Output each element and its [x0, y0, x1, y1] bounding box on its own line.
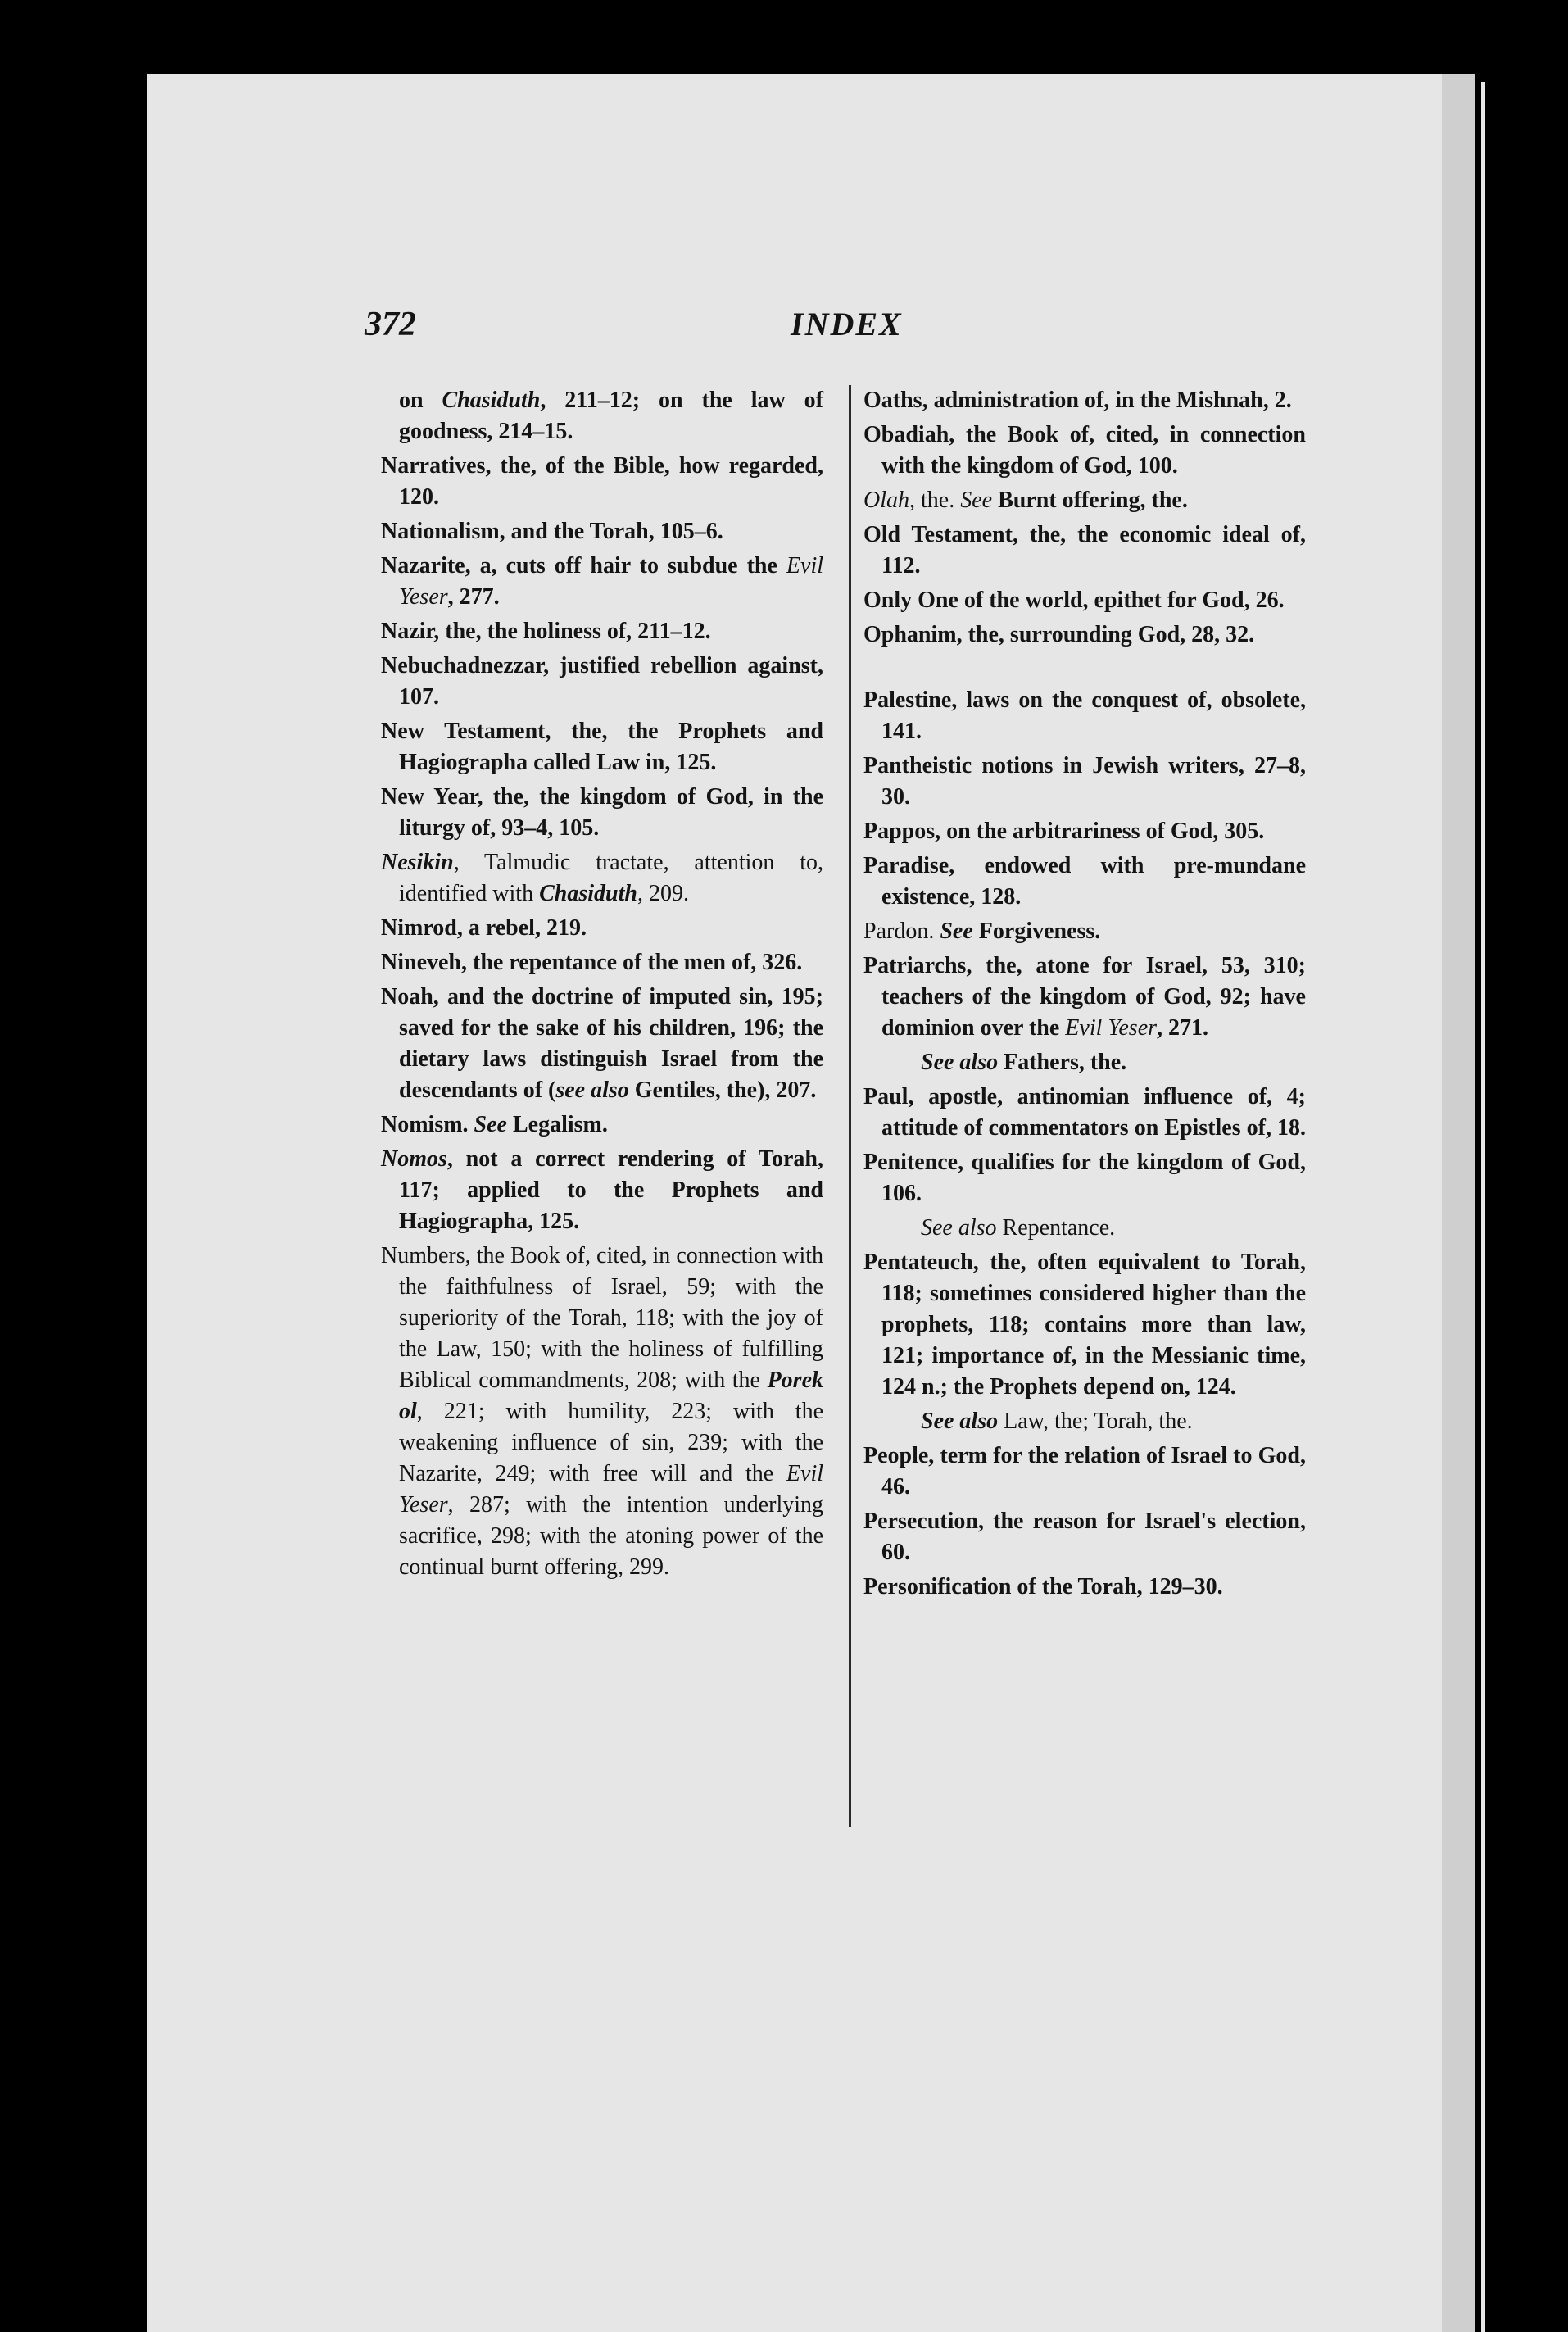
index-entry: [863, 816, 1306, 847]
index-entry-text: , 287; with the intention underlying sacrifice, 298; with the atoning power of the continual burnt offering, 299.: [399, 1492, 823, 1580]
index-entry: [863, 685, 1306, 747]
index-entry: [863, 519, 1306, 582]
index-entry-text: , 271.: [1157, 1015, 1209, 1041]
index-entry: [863, 1147, 1306, 1209]
index-entry-text: Paradise, endowed with pre-mundane existence, 128.: [863, 853, 1306, 910]
index-entry-text: , 277.: [447, 584, 500, 610]
index-entry-text: See also: [921, 1409, 999, 1434]
index-entry-text: See: [960, 488, 993, 513]
index-entry-text: New Year, the, the kingdom of God, in the liturgy of, 93–4, 105.: [381, 784, 823, 841]
index-entry-text: Only One of the world, epithet for God, 26.: [863, 588, 1285, 613]
index-entry-text: Nazir, the, the holiness of, 211–12.: [381, 619, 711, 644]
section-gap: [863, 654, 1306, 685]
index-entry-text: See also: [921, 1050, 999, 1075]
index-entry: [863, 585, 1306, 616]
index-entry-text: Porek ol: [399, 1368, 823, 1424]
index-entry: [381, 1109, 823, 1141]
index-entry: [863, 950, 1306, 1044]
index-entry-text: Pardon.: [863, 919, 940, 944]
index-entry-text: Olah: [863, 488, 909, 513]
index-entry-text: Pantheistic notions in Jewish writers, 27–8, 30.: [863, 753, 1306, 810]
index-entry-text: Legalism.: [506, 1112, 608, 1137]
index-entry: [381, 516, 823, 547]
index-entry: [863, 851, 1306, 913]
index-entry-text: Obadiah, the Book of, cited, in connection with the kingdom of God, 100.: [863, 422, 1306, 479]
index-entry-text: , 221; with humility, 223; with the weakening influence of sin, 239; with the Nazarite, 249; with free will and the: [399, 1399, 823, 1486]
index-entry-text: Personification of the Torah, 129–30.: [863, 1574, 1223, 1599]
index-entry-text: , Talmudic tractate, attention to, identified with: [399, 850, 823, 906]
index-entry: [863, 420, 1306, 482]
index-entry-text: Noah, and the doctrine of imputed sin, 195; saved for the sake of his children, 196; the dietary laws distinguish Israel from the descendants of (: [381, 984, 823, 1103]
index-entry-text: Nineveh, the repentance of the men of, 326.: [381, 950, 803, 975]
index-column-left: [381, 385, 823, 1586]
index-entry-text: New Testament, the, the Prophets and Hagiographa called Law in, 125.: [381, 719, 823, 775]
page-number: 372: [365, 306, 416, 343]
index-entry-text: Nationalism, and the Torah, 105–6.: [381, 519, 723, 544]
index-cross-reference: [863, 1213, 1306, 1244]
index-entry-text: Ophanim, the, surrounding God, 28, 32.: [863, 622, 1255, 647]
index-entry-text: Evil Yeser: [1065, 1015, 1158, 1041]
index-entry: [381, 551, 823, 613]
index-entry: [381, 616, 823, 647]
index-entry-text: Numbers, the Book of, cited, in connection with the faithfulness of Israel, 59; with the superiority of the Torah, 118; with the joy of the Law, 150; with the holiness of fulfilling Biblical commandments, 208; with the: [381, 1243, 823, 1393]
index-entry: [863, 1440, 1306, 1503]
index-cross-reference: [863, 1406, 1306, 1437]
index-entry-text: See also: [921, 1215, 997, 1241]
index-entry: [863, 916, 1306, 947]
index-entry-text: Narratives, the, of the Bible, how regarded, 120.: [381, 453, 823, 510]
index-entry-text: Nomism.: [381, 1112, 474, 1137]
index-entry-text: on: [399, 388, 442, 413]
index-entry-text: Old Testament, the, the economic ideal of, 112.: [863, 522, 1306, 578]
index-entry-text: Nesikin: [381, 850, 454, 875]
index-entry-text: Oaths, administration of, in the Mishnah, 2.: [863, 388, 1292, 413]
index-entry-text: Evil Yeser: [399, 1461, 823, 1518]
index-entry-text: Fathers, the.: [998, 1050, 1127, 1075]
index-entry: [381, 947, 823, 978]
index-entry-text: People, term for the relation of Israel to God, 46.: [863, 1443, 1306, 1499]
index-entry: [381, 385, 823, 447]
index-entry: [863, 385, 1306, 416]
index-entry-text: , not a correct rendering of Torah, 117; applied to the Prophets and Hagiographa, 125.: [399, 1146, 823, 1234]
index-entry-text: Chasiduth: [539, 881, 637, 906]
index-entry: [863, 1247, 1306, 1403]
index-entry-text: , 209.: [637, 881, 689, 906]
index-entry: [863, 485, 1306, 516]
index-entry: [381, 651, 823, 713]
index-entry-text: , the.: [909, 488, 961, 513]
index-entry: [863, 1506, 1306, 1568]
index-entry-text: Pentateuch, the, often equivalent to Torah, 118; sometimes considered higher than the prophets, 118; contains more than law, 121; importance of, in the Messianic time, 124 n.; the Prophets depend on, 124.: [863, 1250, 1306, 1400]
index-entry-text: Repentance.: [996, 1215, 1116, 1241]
index-entry: [381, 1241, 823, 1583]
index-entry-text: Palestine, laws on the conquest of, obsolete, 141.: [863, 687, 1306, 744]
index-entry: [863, 619, 1306, 651]
index-entry-text: , 211–12; on the law of goodness, 214–15.: [399, 388, 823, 444]
index-entry-text: Pappos, on the arbitrariness of God, 305.: [863, 819, 1265, 844]
index-entry: [381, 451, 823, 513]
index-entry: [381, 782, 823, 844]
index-entry: [381, 913, 823, 944]
index-entry-text: See: [474, 1112, 507, 1137]
index-entry-text: Paul, apostle, antinomian influence of, 4; attitude of commentators on Epistles of, 18.: [863, 1084, 1306, 1141]
index-entry: [863, 1572, 1306, 1603]
index-entry: [381, 716, 823, 778]
column-divider: [849, 385, 851, 1827]
index-column-right: [863, 385, 1306, 1606]
index-entry-text: Nomos: [381, 1146, 447, 1172]
index-entry-text: Nimrod, a rebel, 219.: [381, 915, 587, 941]
index-entry-text: Chasiduth: [442, 388, 541, 413]
page-header: [365, 305, 1307, 354]
index-cross-reference: [863, 1047, 1306, 1078]
index-entry-text: Burnt offering, the.: [992, 488, 1188, 513]
index-entry-text: Nazarite, a, cuts off hair to subdue the: [381, 553, 786, 578]
index-entry-text: Law, the; Torah, the.: [998, 1409, 1193, 1434]
index-entry-text: Gentiles, the), 207.: [628, 1078, 817, 1103]
index-entry-text: Persecution, the reason for Israel's election, 60.: [863, 1509, 1306, 1565]
index-entry-text: Evil Yeser: [399, 553, 823, 610]
index-entry-text: See: [940, 919, 973, 944]
index-entry-text: Patriarchs, the, atone for Israel, 53, 310; teachers of the kingdom of God, 92; have dominion over the: [863, 953, 1306, 1041]
index-entry: [381, 1144, 823, 1237]
page-edge: [1442, 74, 1475, 2332]
index-entry: [381, 847, 823, 910]
index-entry-text: Nebuchadnezzar, justified rebellion against, 107.: [381, 653, 823, 710]
index-entry: [863, 751, 1306, 813]
index-entry-text: Forgiveness.: [972, 919, 1101, 944]
running-title: INDEX: [791, 306, 903, 343]
page-edge-line: [1481, 82, 1485, 2332]
index-entry: [381, 982, 823, 1106]
index-entry: [863, 1082, 1306, 1144]
index-entry-text: Penitence, qualifies for the kingdom of God, 106.: [863, 1150, 1306, 1206]
index-entry-text: see also: [555, 1078, 629, 1103]
